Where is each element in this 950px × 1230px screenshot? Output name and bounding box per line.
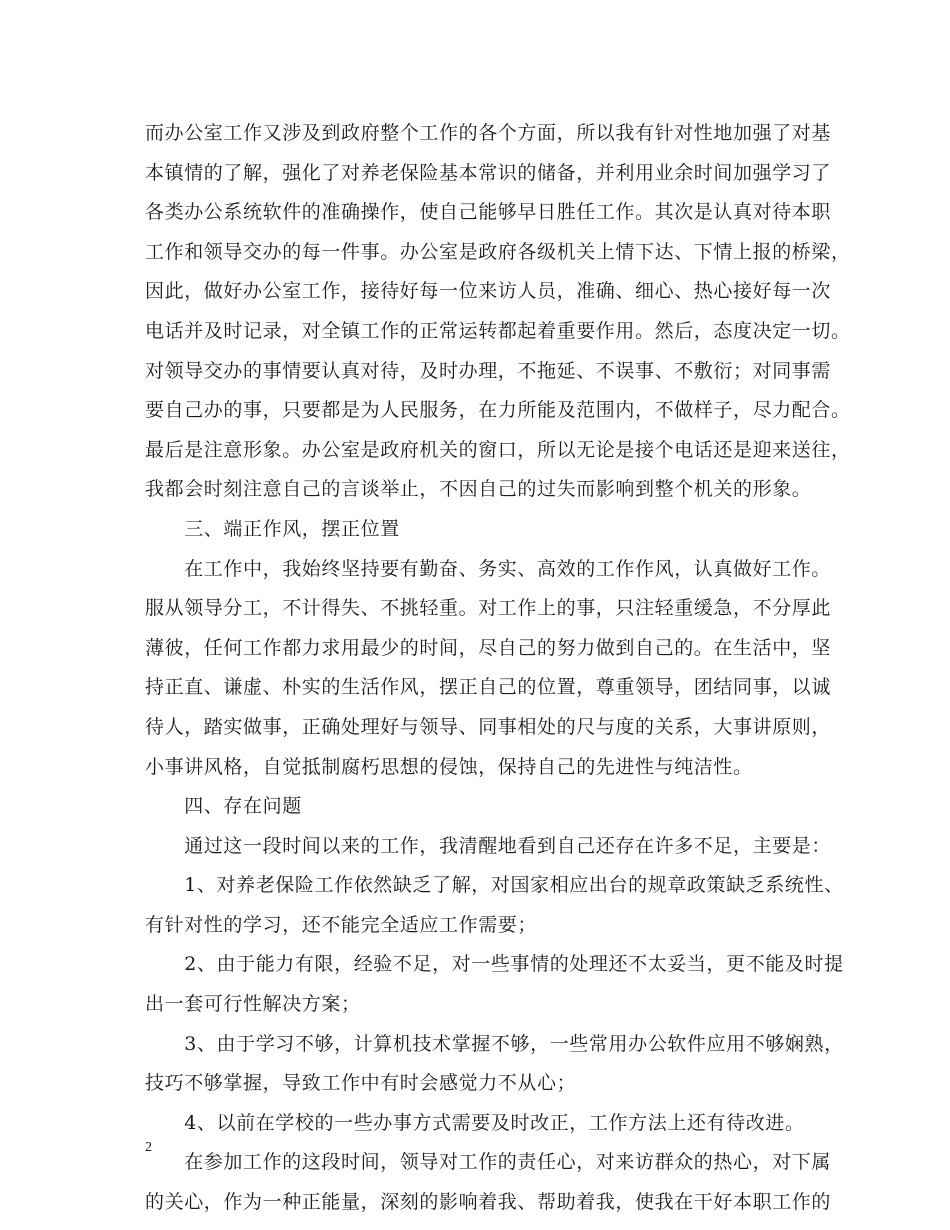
text-line: 3、由于学习不够，计算机技术掌握不够，一些常用办公软件应用不够娴熟，: [145, 1032, 844, 1055]
text-line: 4、以前在学校的一些办事方式需要及时改正，工作方法上还有待改进。: [145, 1111, 805, 1134]
text-line: 各类办公系统软件的准确操作，使自己能够早日胜任工作。其次是认真对待本职: [145, 201, 832, 224]
text-line: 1、对养老保险工作依然缺乏了解，对国家相应出台的规章政策缺乏系统性、: [145, 874, 844, 897]
text-line: 我都会时刻注意自己的言谈举止，不因自己的过失而影响到整个机关的形象。: [145, 478, 812, 501]
section-heading: 四、存在问题: [145, 795, 302, 818]
text-line: 2、由于能力有限，经验不足，对一些事情的处理还不太妥当，更不能及时提: [145, 953, 844, 976]
text-line: 最后是注意形象。办公室是政府机关的窗口，所以无论是接个电话还是迎来送往，: [145, 438, 851, 461]
text-line: 出一套可行性解决方案；: [145, 993, 361, 1016]
text-line: 通过这一段时间以来的工作，我清醒地看到自己还存在许多不足，主要是：: [145, 834, 832, 857]
text-line: 因此，做好办公室工作，接待好每一位来访人员，准确、细心、热心接好每一次: [145, 280, 832, 303]
text-line: 技巧不够掌握，导致工作中有时会感觉力不从心；: [145, 1072, 577, 1095]
text-line: 持正直、谦虚、朴实的生活作风，摆正自己的位置，尊重领导，团结同事，以诚: [145, 676, 832, 699]
section-heading: 三、端正作风，摆正位置: [145, 517, 400, 540]
text-line: 要自己办的事，只要都是为人民服务，在力所能及范围内，不做样子，尽力配合。: [145, 399, 851, 422]
text-line: 工作和领导交办的每一件事。办公室是政府各级机关上情下达、下情上报的桥梁，: [145, 240, 851, 263]
text-line: 在工作中，我始终坚持要有勤奋、务实、高效的工作作风，认真做好工作。: [145, 557, 832, 580]
text-line: 电话并及时记录，对全镇工作的正常运转都起着重要作用。然后，态度决定一切。: [145, 319, 851, 342]
text-line: 有针对性的学习，还不能完全适应工作需要；: [145, 913, 538, 936]
text-line: 小事讲风格，自觉抵制腐朽思想的侵蚀，保持自己的先进性与纯洁性。: [145, 755, 753, 778]
page-number: 2: [145, 1140, 152, 1155]
text-line: 本镇情的了解，强化了对养老保险基本常识的储备，并利用业余时间加强学习了: [145, 161, 832, 184]
text-line: 薄彼，任何工作都力求用最少的时间，尽自己的努力做到自己的。在生活中，坚: [145, 636, 832, 659]
text-line: 对领导交办的事情要认真对待，及时办理，不拖延、不误事、不敷衍；对同事需: [145, 359, 832, 382]
text-line: 服从领导分工，不计得失、不挑轻重。对工作上的事，只注轻重缓急，不分厚此: [145, 597, 832, 620]
text-line: 在参加工作的这段时间，领导对工作的责任心，对来访群众的热心，对下属: [145, 1151, 832, 1174]
text-line: 的关心，作为一种正能量，深刻的影响着我、帮助着我，使我在干好本职工作的: [145, 1191, 832, 1214]
text-line: 待人，踏实做事，正确处理好与领导、同事相处的尺与度的关系，大事讲原则，: [145, 715, 832, 738]
body-text: [145, 117, 851, 1218]
text-line: 而办公室工作又涉及到政府整个工作的各个方面，所以我有针对性地加强了对基: [145, 122, 832, 144]
